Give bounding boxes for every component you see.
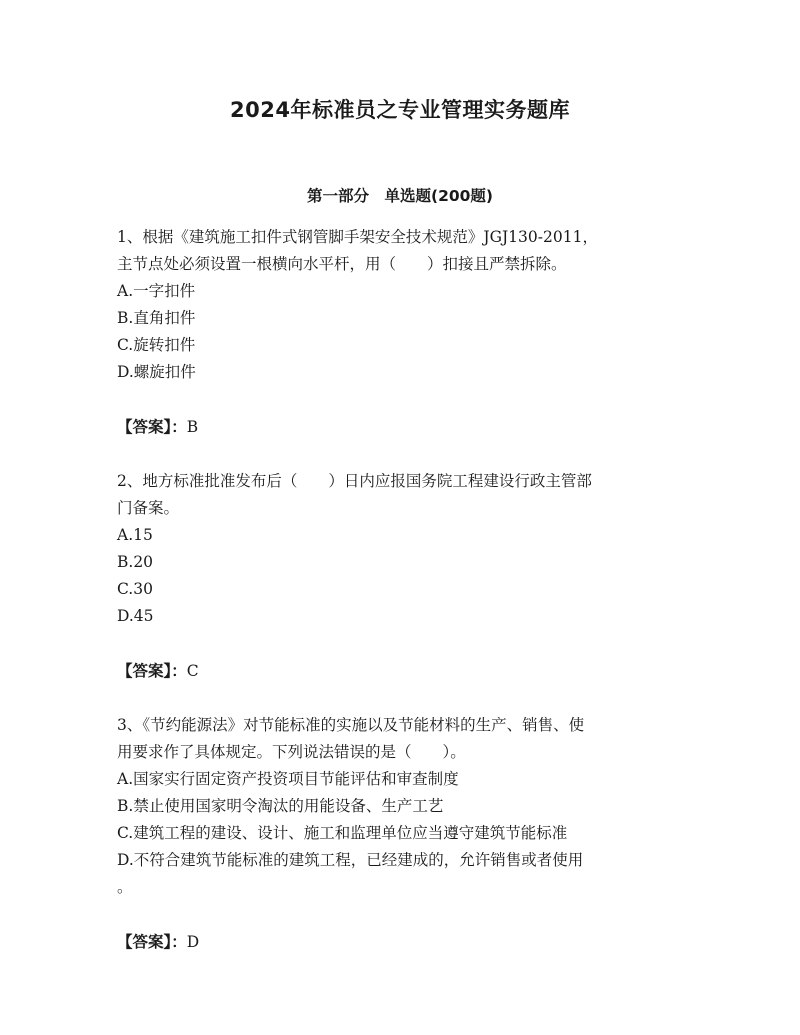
- option-a: A.一字扣件: [117, 282, 196, 300]
- option-d: D.不符合建筑节能标准的建筑工程，已经建成的，允许销售或者使用: [117, 851, 584, 869]
- question-1: [117, 224, 687, 468]
- answer-line: [117, 413, 687, 441]
- answer-value: D: [186, 933, 200, 951]
- question-stem-line: 3、《节约能源法》对节能标准的实施以及节能材料的生产、销售、使: [117, 716, 585, 734]
- option-b: B.禁止使用国家明令淘汰的用能设备、生产工艺: [117, 797, 444, 815]
- answer-label: 【答案】：: [117, 932, 187, 951]
- answer-label: 【答案】：: [117, 417, 187, 436]
- question-3: [117, 712, 687, 956]
- answer-line: [117, 657, 687, 685]
- answer-line: [117, 928, 687, 956]
- question-stem-line: 1、根据《建筑施工扣件式钢管脚手架安全技术规范》JGJ130-2011，: [117, 228, 598, 246]
- section-heading: 第一部分 单选题(200题): [306, 187, 494, 205]
- document-title: 2024年标准员之专业管理实务题库: [230, 98, 570, 122]
- answer-value: C: [186, 662, 199, 680]
- question-stem-line: 门备案。: [117, 499, 180, 517]
- option-b: B.20: [117, 553, 154, 571]
- answer-value: B: [186, 418, 199, 436]
- question-stem-line: 用要求作了具体规定。下列说法错误的是（ ）。: [117, 743, 466, 761]
- option-d: D.螺旋扣件: [117, 363, 196, 381]
- option-d: D.45: [117, 607, 154, 625]
- question-stem-line: 2、地方标准批准发布后（ ）日内应报国务院工程建设行政主管部: [117, 472, 592, 490]
- answer-label: 【答案】：: [117, 661, 187, 680]
- option-b: B.直角扣件: [117, 309, 196, 327]
- question-list: [117, 224, 687, 956]
- option-c: C.旋转扣件: [117, 336, 196, 354]
- option-a: A.国家实行固定资产投资项目节能评估和审查制度: [117, 770, 459, 788]
- question-stem-line: 主节点处必须设置一根横向水平杆，用（ ）扣接且严禁拆除。: [117, 255, 567, 273]
- option-c: C.30: [117, 580, 153, 598]
- option-a: A.15: [117, 526, 153, 544]
- question-2: [117, 468, 687, 712]
- option-c: C.建筑工程的建设、设计、施工和监理单位应当遵守建筑节能标准: [117, 824, 568, 842]
- option-d-continuation: 。: [117, 878, 133, 896]
